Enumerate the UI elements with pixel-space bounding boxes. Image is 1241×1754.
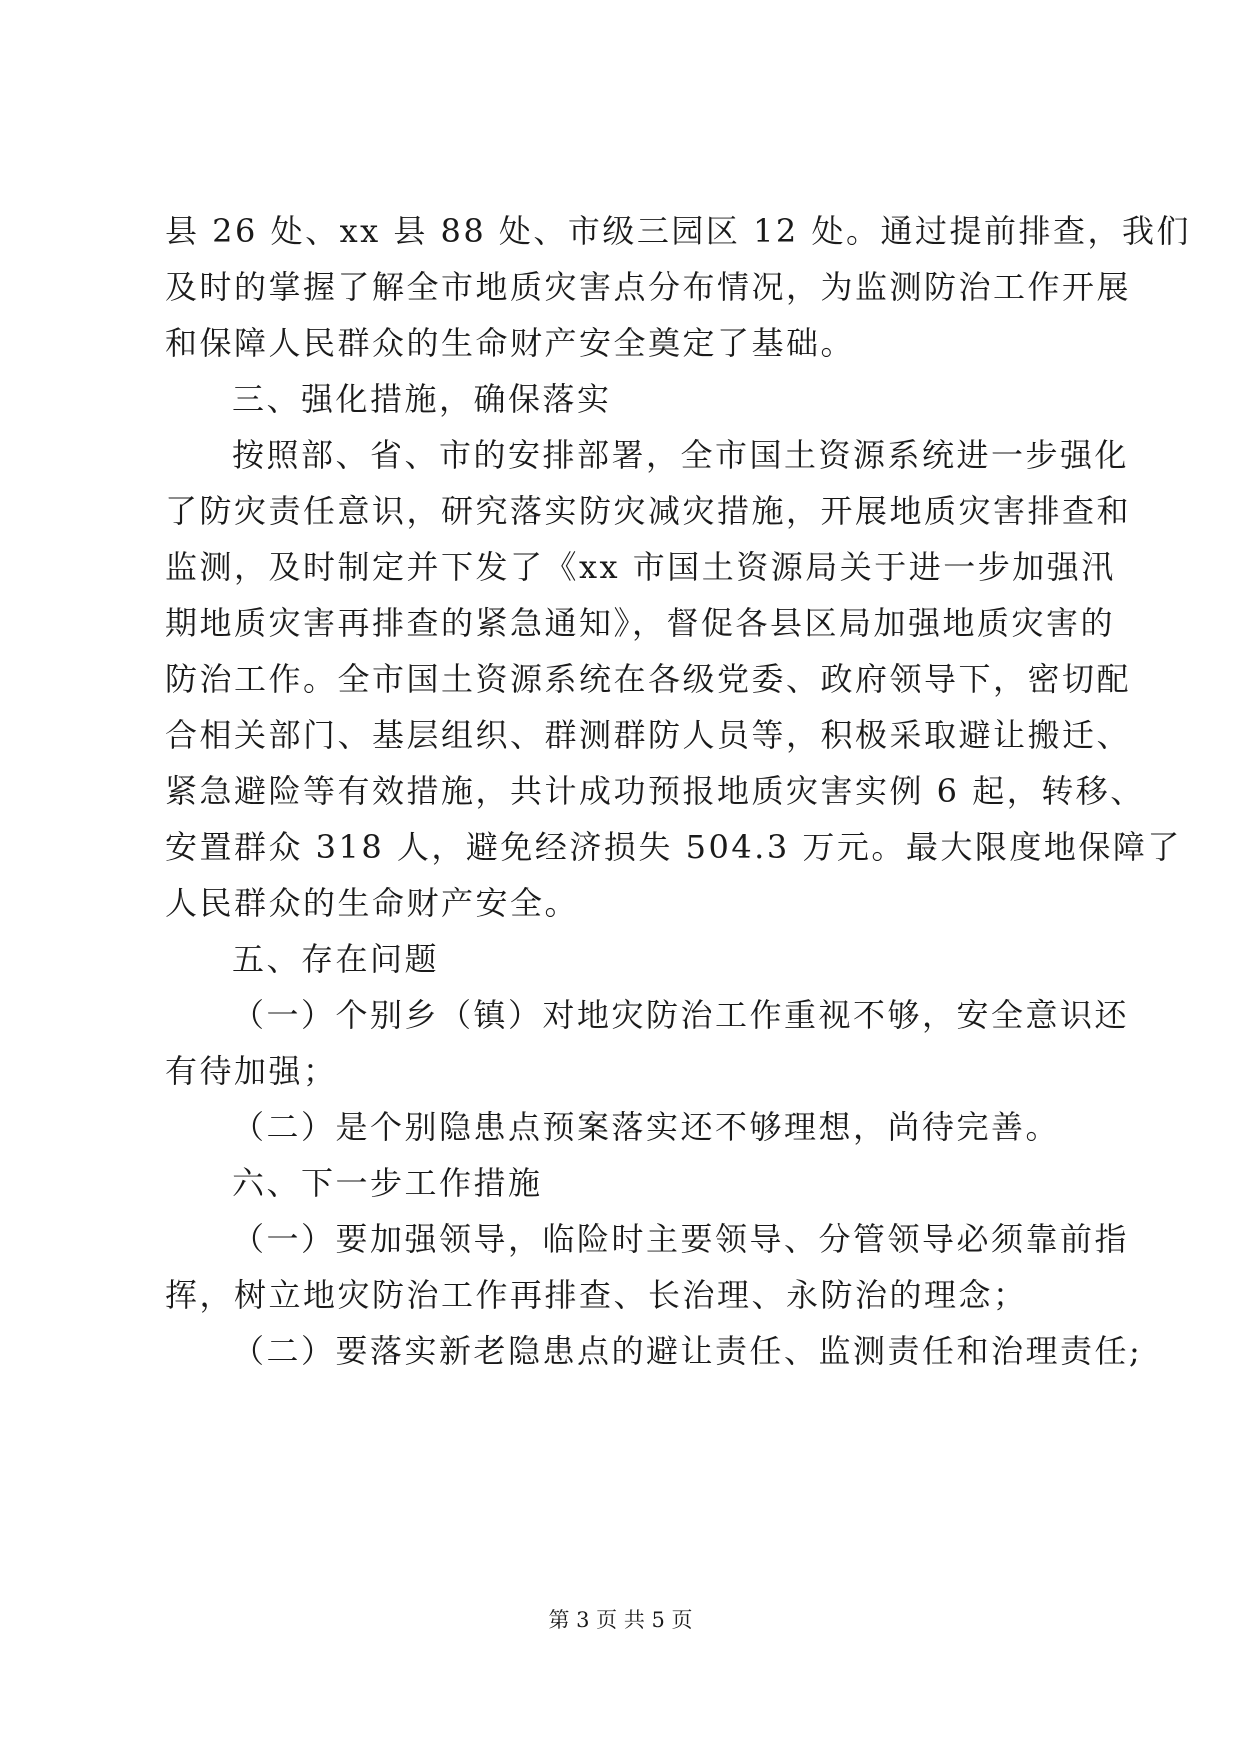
text-line: 防治工作。全市国土资源系统在各级党委、政府领导下，密切配 bbox=[165, 660, 1132, 698]
section-heading: 三、强化措施，确保落实 bbox=[232, 380, 612, 418]
text-line: 及时的掌握了解全市地质灾害点分布情况，为监测防治工作开展 bbox=[165, 268, 1132, 306]
text-line: 安置群众 318 人，避免经济损失 504.3 万元。最大限度地保障了 bbox=[165, 828, 1182, 866]
text-line: 按照部、省、市的安排部署，全市国土资源系统进一步强化 bbox=[232, 436, 1130, 474]
text-line: 了防灾责任意识，研究落实防灾减灾措施，开展地质灾害排查和 bbox=[165, 492, 1132, 530]
text-line: 期地质灾害再排查的紧急通知》，督促各县区局加强地质灾害的 bbox=[165, 604, 1116, 642]
text-line: （一）个别乡（镇）对地灾防治工作重视不够，安全意识还 bbox=[232, 996, 1130, 1034]
section-heading: 五、存在问题 bbox=[232, 940, 440, 978]
text-line: 有待加强； bbox=[165, 1052, 338, 1090]
text-line: 和保障人民群众的生命财产安全奠定了基础。 bbox=[165, 324, 856, 362]
text-line: 监测，及时制定并下发了《xx 市国土资源局关于进一步加强汛 bbox=[165, 548, 1116, 586]
text-line: 人民群众的生命财产安全。 bbox=[165, 884, 580, 922]
text-line: （二）是个别隐患点预案落实还不够理想，尚待完善。 bbox=[232, 1108, 1061, 1146]
section-heading: 六、下一步工作措施 bbox=[232, 1164, 543, 1202]
text-line: 紧急避险等有效措施，共计成功预报地质灾害实例 6 起，转移、 bbox=[165, 772, 1145, 810]
text-line: （一）要加强领导，临险时主要领导、分管领导必须靠前指 bbox=[232, 1220, 1130, 1258]
page-footer: 第 3 页 共 5 页 bbox=[548, 1608, 693, 1632]
text-line: 合相关部门、基层组织、群测群防人员等，积极采取避让搬迁、 bbox=[165, 716, 1132, 754]
text-line: （二）要落实新老隐患点的避让责任、监测责任和治理责任; bbox=[232, 1332, 1143, 1370]
text-line: 县 26 处、xx 县 88 处、市级三园区 12 处。通过提前排查，我们 bbox=[165, 212, 1191, 250]
text-line: 挥，树立地灾防治工作再排查、长治理、永防治的理念； bbox=[165, 1276, 1028, 1314]
